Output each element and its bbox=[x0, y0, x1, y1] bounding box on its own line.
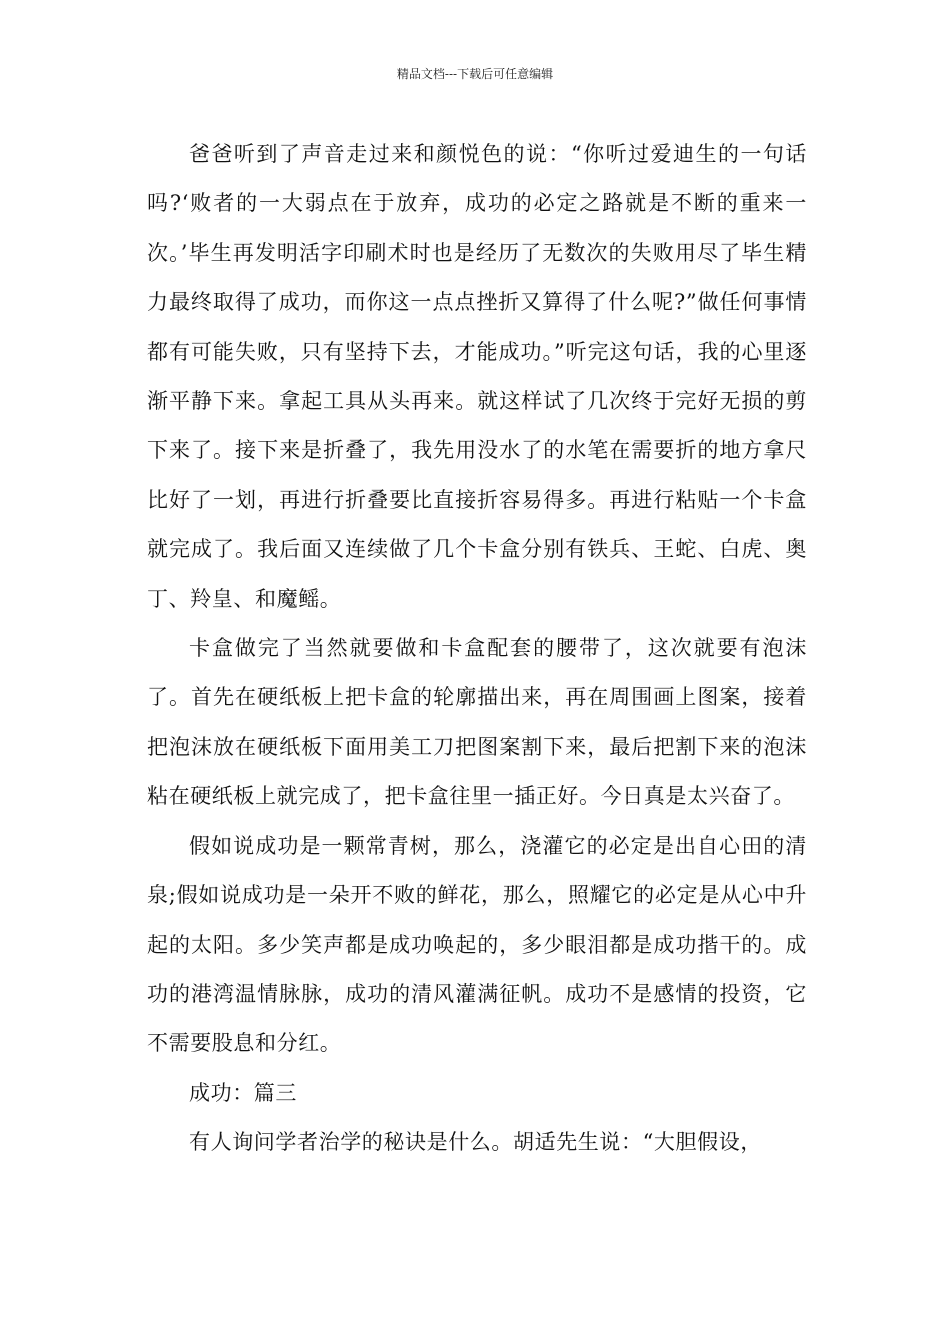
section-heading: 成功：篇三 bbox=[189, 1080, 297, 1105]
paragraph-1: 爸爸听到了声音走过来和颜悦色的说：“你听过爱迪生的一句话吗?‘败者的一大弱点在于放弃，成功的必定之路就是不断的重来一次。’毕生再发明活字印刷术时也是经历了无数次的失败用尽了毕生精力最终取得了成功，而你这一点点挫折又算得了什么呢?”做任何事情都有可能失败，只有坚持下去，才能成功。”听完这句话，我的心里逐渐平静下来。拿起工具从头再来。就这样试了几次终于完好无损的剪下来了。接下来是折叠了，我先用没水了的水笔在需要折的地方拿尺比好了一划，再进行折叠要比直接折容易得多。再进行粘贴一个卡盒就完成了。我后面又连续做了几个卡盒分别有铁兵、王蛇、白虎、奥丁、羚皇、和魔鳐。 bbox=[147, 142, 807, 611]
paragraph-4: 有人询问学者治学的秘诀是什么。胡适先生说：“大胆假设， bbox=[189, 1130, 762, 1155]
document-body bbox=[147, 130, 807, 1168]
paragraph-3: 假如说成功是一颗常青树，那么，浇灌它的必定是出自心田的清泉;假如说成功是一朵开不败的鲜花，那么，照耀它的必定是从心中升起的太阳。多少笑声都是成功唤起的，多少眼泪都是成功揩干的。成功的港湾温情脉脉，成功的清风灌满征帆。成功不是感情的投资，它不需要股息和分红。 bbox=[147, 833, 807, 1056]
paragraph-2: 卡盒做完了当然就要做和卡盒配套的腰带了，这次就要有泡沫了。首先在硬纸板上把卡盒的轮廓描出来，再在周围画上图案，接着把泡沫放在硬纸板下面用美工刀把图案割下来，最后把割下来的泡沫粘在硬纸板上就完成了，把卡盒往里一插正好。今日真是太兴奋了。 bbox=[147, 636, 807, 809]
page-header: 精品文档---下载后可任意编辑 bbox=[396, 67, 554, 81]
